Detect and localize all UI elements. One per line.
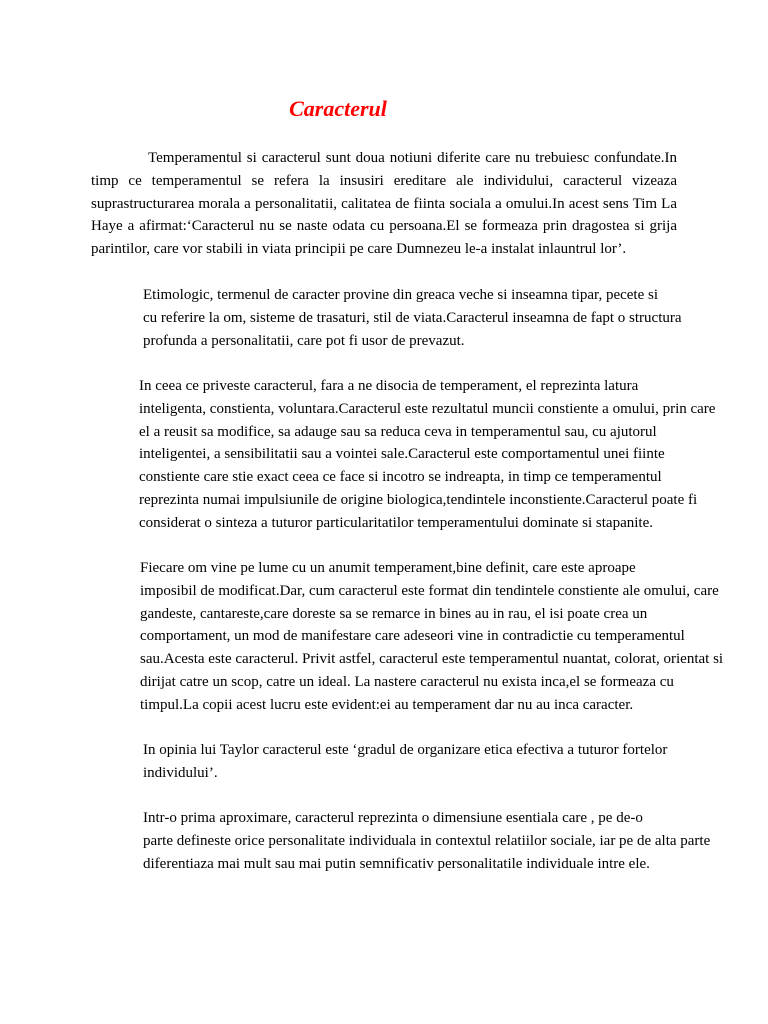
text-line: Fiecare om vine pe lume cu un anumit temperament,bine definit, care este aproape <box>140 560 636 576</box>
paragraph-etymology <box>91 284 682 352</box>
text-line: el a reusit sa modifice, sa adauge sau sa reduca ceva in temperamentul sau, cu ajutorul <box>139 423 657 440</box>
text-line: inteligenta, constienta, voluntara.Caracterul este rezultatul muncii constiente a omului, prin care <box>139 400 716 417</box>
paragraph-character-and-temperament <box>91 375 716 535</box>
text-line: comportament, un mod de manifestare care adeseori vine in contradictie cu temperamentul <box>140 628 685 645</box>
text-line: cu referire la om, sisteme de trasaturi, stil de viata.Caracterul inseamna de fapt o structura <box>143 309 682 326</box>
paragraph-born-with-temperament <box>91 557 724 717</box>
text-line: timpul.La copii acest lucru este evident:ei au temperament dar nu au inca caracter. <box>140 696 634 713</box>
text-line: sau.Acesta este caracterul. Privit astfel, caracterul este temperamentul nuantat, colorat, orientat si <box>140 651 724 668</box>
text-line: In ceea ce priveste caracterul, fara a ne disocia de temperament, el reprezinta latura <box>139 378 639 394</box>
text-line: Etimologic, termenul de caracter provine din greaca veche si inseamna tipar, pecete si <box>143 287 659 303</box>
text-line: gandeste, cantareste,care doreste sa se remarce in bines au in rau, el isi poate crea un <box>140 605 648 622</box>
text-line: diferentiaza mai mult sau mai putin semnificativ personalitatile individuale intre ele. <box>143 855 650 872</box>
paragraph-temperament-vs-character: Temperamentul si caracterul sunt doua notiuni diferite care nu trebuiesc confundate.In timp ce temperamentul se refera la insusiri ereditare ale individului, caracterul vizeaza suprastructurarea morala a personalitatii, calitatea de fiinta sociala a omului.In acest sens Tim La Haye a afirmat:‘Caracterul nu se naste odata cu persoana.El se formeaza prin dragostea si grija parintilor, care vor stabili in viata principii pe care Dumnezeu le-a instalat inlauntrul lor’. <box>91 150 677 258</box>
text-line: profunda a personalitatii, care pot fi usor de prevazut. <box>143 332 465 349</box>
text-line: parte defineste orice personalitate individuala in contextul relatiilor sociale, iar pe de alta parte <box>143 832 711 849</box>
paragraph-first-approximation <box>91 807 711 875</box>
text-line: considerat o sinteza a tuturor particularitatilor temperamentului dominate si stapanite. <box>139 514 653 531</box>
text-line: dirijat catre un scop, catre un ideal. La nastere caracterul nu exista inca,el se formeaza cu <box>140 673 674 690</box>
text-line: Intr-o prima aproximare, caracterul reprezinta o dimensiune esentiala care , pe de-o <box>143 810 643 826</box>
text-line: constiente care stie exact ceea ce face si incotro se indreapta, in timp ce temperamentul <box>139 469 662 486</box>
text-line: In opinia lui Taylor caracterul este ‘gradul de organizare etica efectiva a tuturor fortelor <box>143 742 668 758</box>
text-line: imposibil de modificat.Dar, cum caracterul este format din tendintele constiente ale omului, care <box>140 582 719 599</box>
text-line: inteligentei, a sensibilitatii sau a vointei sale.Caracterul este comportamentul unei fiinte <box>139 446 665 463</box>
document-title: Caracterul <box>289 96 387 121</box>
paragraph-taylor-definition <box>91 739 677 785</box>
text-line: reprezinta numai impulsiunile de origine biologica,tendintele inconstiente.Caracterul poate fi <box>139 491 698 508</box>
text-line: individului’. <box>143 764 218 781</box>
